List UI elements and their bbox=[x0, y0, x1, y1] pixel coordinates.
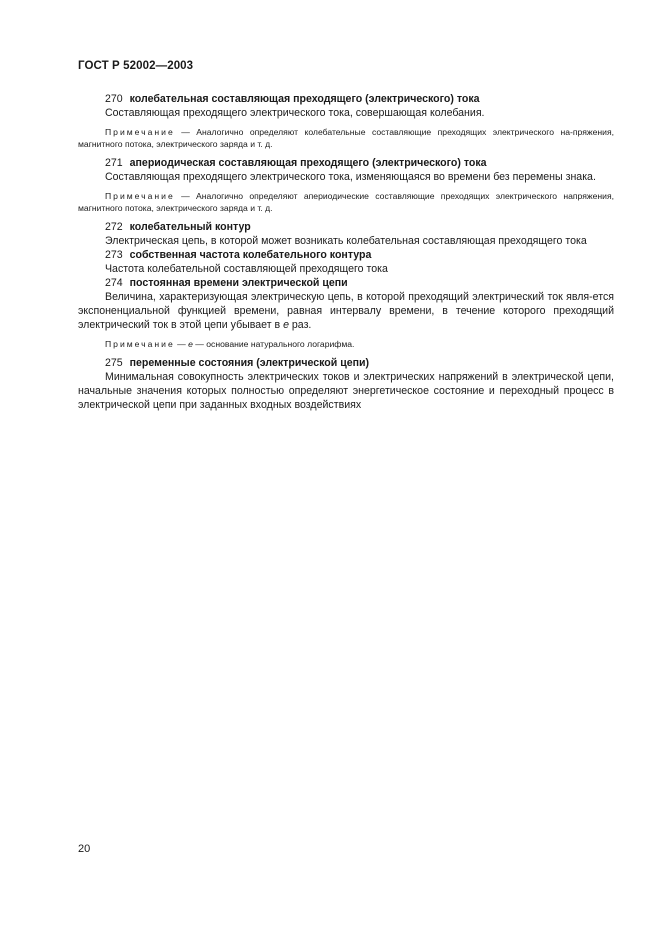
term-title: собственная частота колебательного контура bbox=[129, 249, 372, 261]
term-273 bbox=[78, 248, 614, 262]
note-270 bbox=[78, 126, 614, 150]
term-number: 272 bbox=[105, 221, 123, 233]
term-number: 270 bbox=[105, 93, 123, 105]
term-title: колебательная составляющая преходящего (электрического) тока bbox=[129, 93, 480, 105]
definition-274 bbox=[78, 290, 614, 332]
term-number: 274 bbox=[105, 277, 123, 289]
term-title: постоянная времени электрической цепи bbox=[129, 277, 348, 289]
term-274 bbox=[78, 276, 614, 290]
note-label: Примечание bbox=[105, 339, 175, 349]
term-275 bbox=[78, 356, 614, 370]
note-274 bbox=[78, 338, 614, 350]
note-label: Примечание bbox=[105, 127, 175, 137]
page-number: 20 bbox=[78, 843, 91, 855]
term-number: 275 bbox=[105, 357, 123, 369]
definition-273: Частота колебательной составляющей преходящего тока bbox=[105, 263, 388, 275]
definition-text: Величина, характеризующая электрическую цепь, в которой преходящий электрический ток явля-ется экспоненциальной функцией времени, равная интервалу времени, в течение которого преходящий электрический ток в этой цепи убывает в bbox=[78, 291, 614, 331]
definition-270: Составляющая преходящего электрического тока, совершающая колебания. bbox=[105, 107, 485, 119]
term-271 bbox=[78, 156, 614, 170]
term-number: 271 bbox=[105, 157, 123, 169]
term-272 bbox=[78, 220, 614, 234]
term-title: переменные состояния (электрической цепи) bbox=[129, 357, 370, 369]
term-title: апериодическая составляющая преходящего (электрического) тока bbox=[129, 157, 487, 169]
note-271 bbox=[78, 190, 614, 214]
note-label: Примечание bbox=[105, 191, 175, 201]
note-text: — Аналогично определяют апериодические составляющие преходящих электрического напряжения, магнитного потока, электрического заряда и т. д. bbox=[78, 191, 614, 213]
standard-header: ГОСТ Р 52002—2003 bbox=[78, 60, 194, 72]
term-title: колебательный контур bbox=[129, 221, 251, 233]
term-270 bbox=[78, 92, 614, 106]
definition-text-end: раз. bbox=[288, 319, 312, 331]
euler-symbol: e bbox=[188, 339, 193, 349]
definition-272: Электрическая цепь, в которой может возникать колебательная составляющая преходящего тока bbox=[105, 235, 587, 247]
euler-symbol: e bbox=[283, 319, 289, 331]
definition-275: Минимальная совокупность электрических токов и электрических напряжений в электрической цепи, начальные значения которых полностью определяют энергетическое состояние и переходный процесс в электрической цепи при заданных входных воздействиях bbox=[78, 371, 614, 411]
note-text: — основание натурального логарифма. bbox=[192, 339, 355, 349]
note-text: — Аналогично определяют колебательные составляющие преходящих электрического на-пряжения, магнитного потока, электрического заряда и т. д. bbox=[78, 127, 614, 149]
document-body bbox=[78, 92, 614, 412]
definition-271: Составляющая преходящего электрического тока, изменяющаяся во времени без перемены знака. bbox=[105, 171, 596, 183]
note-separator: — bbox=[174, 339, 189, 349]
term-number: 273 bbox=[105, 249, 123, 261]
